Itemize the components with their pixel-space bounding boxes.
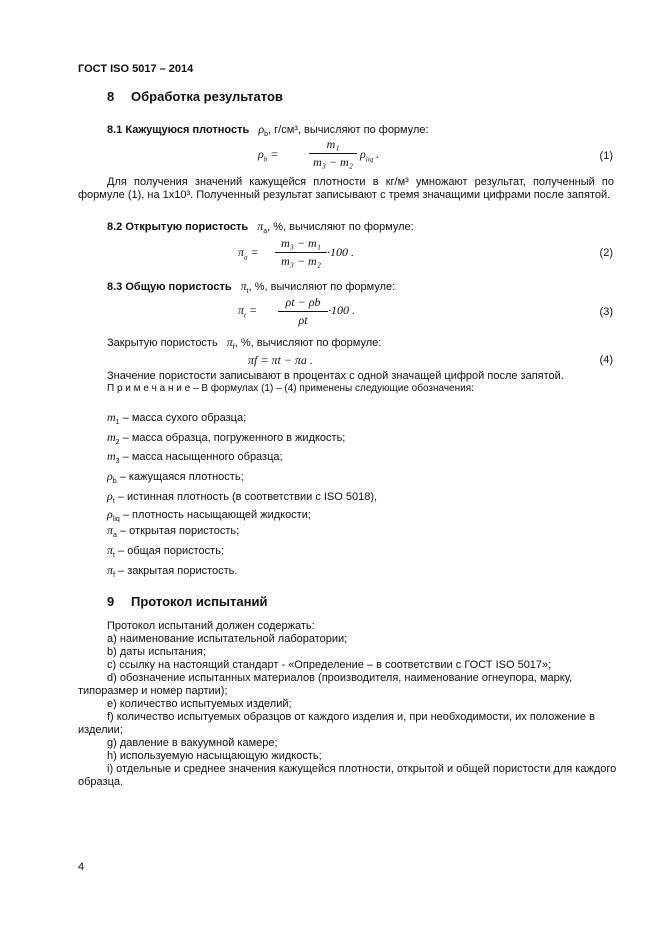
eq4-number: (4) [599, 354, 613, 366]
pi-symbol: π [240, 279, 247, 293]
eq4-formula: πf = πt − πa . [248, 353, 313, 367]
protocol-item: b) даты испытания; [107, 646, 206, 658]
note-text: – В формулах (1) – (4) применены следующие обозначения: [190, 383, 474, 394]
protocol-list [78, 620, 618, 789]
clause-8-3-intro [107, 279, 395, 295]
legend-item: $m_3$ – масса насыщенного образца; [107, 449, 283, 466]
pi-symbol: π [257, 219, 264, 233]
rho-sub: b [264, 131, 269, 139]
eq3-denominator: ρt [298, 313, 308, 327]
eq2-fraction [275, 236, 327, 269]
eq3-numerator: ρt − ρb [278, 295, 328, 312]
clause-8-3-tail: , %, вычисляют по формуле: [248, 281, 396, 293]
closed-porosity-tail: , %, вычисляют по формуле: [234, 337, 382, 349]
clause-8-2-label: 8.2 Открытую пористость [107, 221, 249, 233]
protocol-item: c) ссылку на настоящий стандарт - «Определение – в соответствии с ГОСТ ISO 5017»; [107, 659, 552, 671]
clause-8-1-label: 8.1 Кажущуюся плотность [107, 124, 250, 136]
eq3-number: (3) [599, 306, 613, 318]
protocol-item: e) количество испытуемых изделий; [107, 698, 292, 710]
legend-item: $\pi_a$ – открытая пористость; [107, 523, 240, 540]
document-code: ГОСТ ISO 5017 – 2014 [78, 63, 194, 75]
eq1-denominator: m₃ − m₂ [313, 155, 353, 169]
protocol-item: i) отдельные и среднее значения кажущейся плотности, открытой и общей пористости для каждого образца. [78, 763, 617, 788]
section-9-title: Протокол испытаний [131, 594, 268, 609]
note-lead: П р и м е ч а н и е [107, 383, 191, 394]
note-line [107, 383, 474, 394]
protocol-item: Протокол испытаний должен содержать: [107, 620, 315, 632]
protocol-item: d) обозначение испытанных материалов (производителя, наименование огнеупора, марку, типоразмер и номер партии); [78, 672, 573, 697]
result-note: Значение пористости записывают в процентах с одной значащей цифрой после запятой. [107, 370, 564, 382]
eq2-number: (2) [599, 247, 613, 259]
legend-item: $\rho_{liq}$ – плотность насыщающей жидкости; [107, 507, 311, 524]
pi-sub: t [246, 288, 249, 296]
closed-porosity-intro [107, 335, 381, 351]
section-9-number: 9 [107, 594, 115, 609]
clause-8-1-note: Для получения значений кажущейся плотности в кг/м³ умножают результат, полученный по формуле (1), на 1х10³. Полученный результат записывают с тремя значащими цифрами после запятой. [78, 176, 614, 201]
section-8-number: 8 [107, 89, 115, 104]
legend-item: $\pi_f$ – закрытая пористость. [107, 563, 238, 580]
eq1-number: (1) [599, 150, 613, 162]
legend-item: $m_1$ – масса сухого образца; [107, 410, 247, 427]
eq1-fraction [309, 137, 357, 170]
eq3-fraction [278, 295, 328, 328]
pi-sub: a [263, 228, 268, 236]
protocol-item: g) давление в вакуумной камере; [107, 737, 278, 749]
legend-item: $\rho_t$ – истинная плотность (в соответствии с ISO 5018), [107, 489, 378, 506]
protocol-item: h) используемую насыщающую жидкость; [107, 750, 322, 762]
pi-sub: f [232, 344, 235, 352]
protocol-item: f) количество испытуемых образцов от каждого изделия и, при необходимости, их положение в изделии; [78, 711, 595, 736]
eq2-denominator: m₃ − m₂ [281, 254, 321, 268]
eq1-numerator: m₁ [309, 137, 357, 154]
eq3-mult: ·100 . [328, 303, 355, 317]
clause-8-3-label: 8.3 Общую пористость [107, 281, 232, 293]
page-number: 4 [78, 861, 85, 873]
eq2-mult: ·100 . [327, 245, 354, 259]
eq2-lhs: $\pi_a$ = [238, 245, 259, 262]
eq1-lhs: $\rho_b$ = [258, 147, 279, 164]
clause-8-2-tail: , %, вычисляют по формуле: [267, 221, 414, 233]
closed-porosity-label: Закрытую пористость [107, 337, 218, 349]
clause-8-1-tail: , г/см³, вычисляют по формуле: [268, 124, 429, 136]
legend-item: $m_2$ – масса образца, погруженного в жидкость; [107, 430, 346, 447]
eq2-numerator: m₃ − m₁ [275, 236, 327, 253]
pi-symbol: π [226, 335, 233, 349]
legend-item: $\pi_t$ – общая пористость; [107, 543, 224, 560]
eq3-lhs: $\pi_t$ = [238, 303, 258, 320]
legend-item: $\rho_b$ – кажущаяся плотность; [107, 469, 244, 486]
section-8-title: Обработка результатов [131, 89, 283, 104]
clause-8-1-intro [107, 122, 429, 138]
rho-symbol: ρ [258, 122, 265, 136]
clause-8-2-intro [107, 219, 414, 235]
eq1-mult: $\rho_{liq}$ . [360, 147, 380, 164]
protocol-item: a) наименование испытательной лаборатории; [107, 633, 348, 645]
